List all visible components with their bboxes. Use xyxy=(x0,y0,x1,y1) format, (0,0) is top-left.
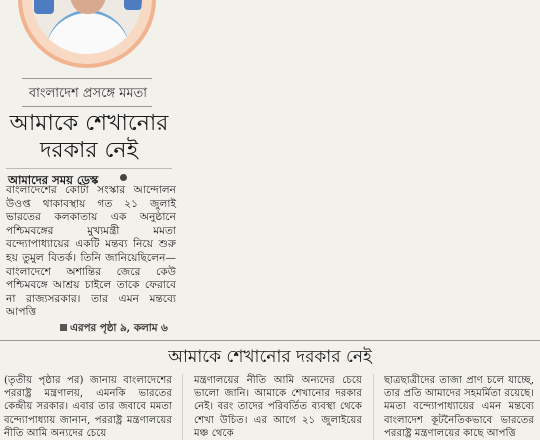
headline xyxy=(6,110,172,164)
continuation-text: এরপর পৃষ্ঠা ৯, কলাম ৬ xyxy=(70,322,168,334)
column-1 xyxy=(4,374,172,440)
kicker-rule-top xyxy=(22,78,152,79)
column-text: ছাত্রছাত্রীদের তাজা প্রাণ চলে যাচ্ছে, তার প্রতি আমাদের সহমর্মিতা রয়েছে। মমতা বন্দ্যোপাধ্যায়ের এমন মন্তব্যে বাংলাদেশ কূটনৈতিকভাবে ভারতের পররাষ্ট্র মন্ত্রণালয়ের কাছে আপত্তি xyxy=(384,375,534,439)
background-shape xyxy=(34,0,54,14)
divider xyxy=(6,168,172,169)
column-3 xyxy=(384,374,534,440)
square-bullet-icon xyxy=(60,324,67,331)
headline-line: আমাকে শেখানোর xyxy=(9,111,169,136)
figure-body xyxy=(46,10,130,54)
story-paragraph: বাংলাদেশের কোটা সংস্কার আন্দোলন উওপ্ত থাকাবস্থায় গত ২১ জুলাই ভারতের কলকাতায় এক অনুষ্ঠানে পশ্চিমবঙ্গের মুখ্যমন্ত্রী মমতা বন্দ্যোপাধ্যায়ের একটি মন্তব্য নিয়ে শুরু হয় তুমুল বিতর্ক। তিনি জানিয়েছিলেন— বাংলাদেশে অশান্তির জেরে কেউ পশ্চিমবঙ্গে আশ্রয় চাইলে তাকে ফেরাবে না রাজ্যসরকার। তার এমন মন্তব্যে আপত্তি xyxy=(6,184,176,319)
bullet-icon xyxy=(120,174,127,181)
byline: আমাদের সময় ডেস্ক xyxy=(8,173,99,187)
kicker: বাংলাদেশ প্রসঙ্গে মমতা xyxy=(28,86,148,101)
headline-line: দরকার নেই xyxy=(39,138,139,163)
background-shape xyxy=(124,0,142,10)
column-text: (তৃতীয় পৃষ্ঠার পর) জানায় বাংলাদেশের পররাষ্ট্র মন্ত্রণালয়, এমনকি ভারতের কেন্দ্রীয় সরকার। এবার তার জবাবে মমতা বন্দ্যোপাধ্যায় জানান, পররাষ্ট্র মন্ত্রণালয়ের নীতি আমি অন্যদের চেয়ে xyxy=(4,375,172,439)
portrait-image xyxy=(32,0,142,54)
continuation-note xyxy=(60,321,168,338)
story-body xyxy=(6,184,176,320)
column-divider xyxy=(182,374,183,440)
column-text: মন্ত্রণালয়ের নীতি আমি অন্যদের চেয়ে ভালো জানি। আমাকে শেখানোর দরকার নেই। বরং তাদের পরিবর্তিত ব্যবস্থা থেকে শেখা উচিত। এর আগে ২১ জুলাইয়ের মঞ্চ থেকে xyxy=(194,375,362,439)
kicker-rule-bottom xyxy=(22,106,152,107)
portrait-photo xyxy=(18,0,156,68)
continuation-headline: আমাকে শেখানোর দরকার নেই xyxy=(168,347,372,367)
section-divider xyxy=(0,340,540,341)
column-2 xyxy=(194,374,362,440)
column-divider xyxy=(373,374,374,440)
